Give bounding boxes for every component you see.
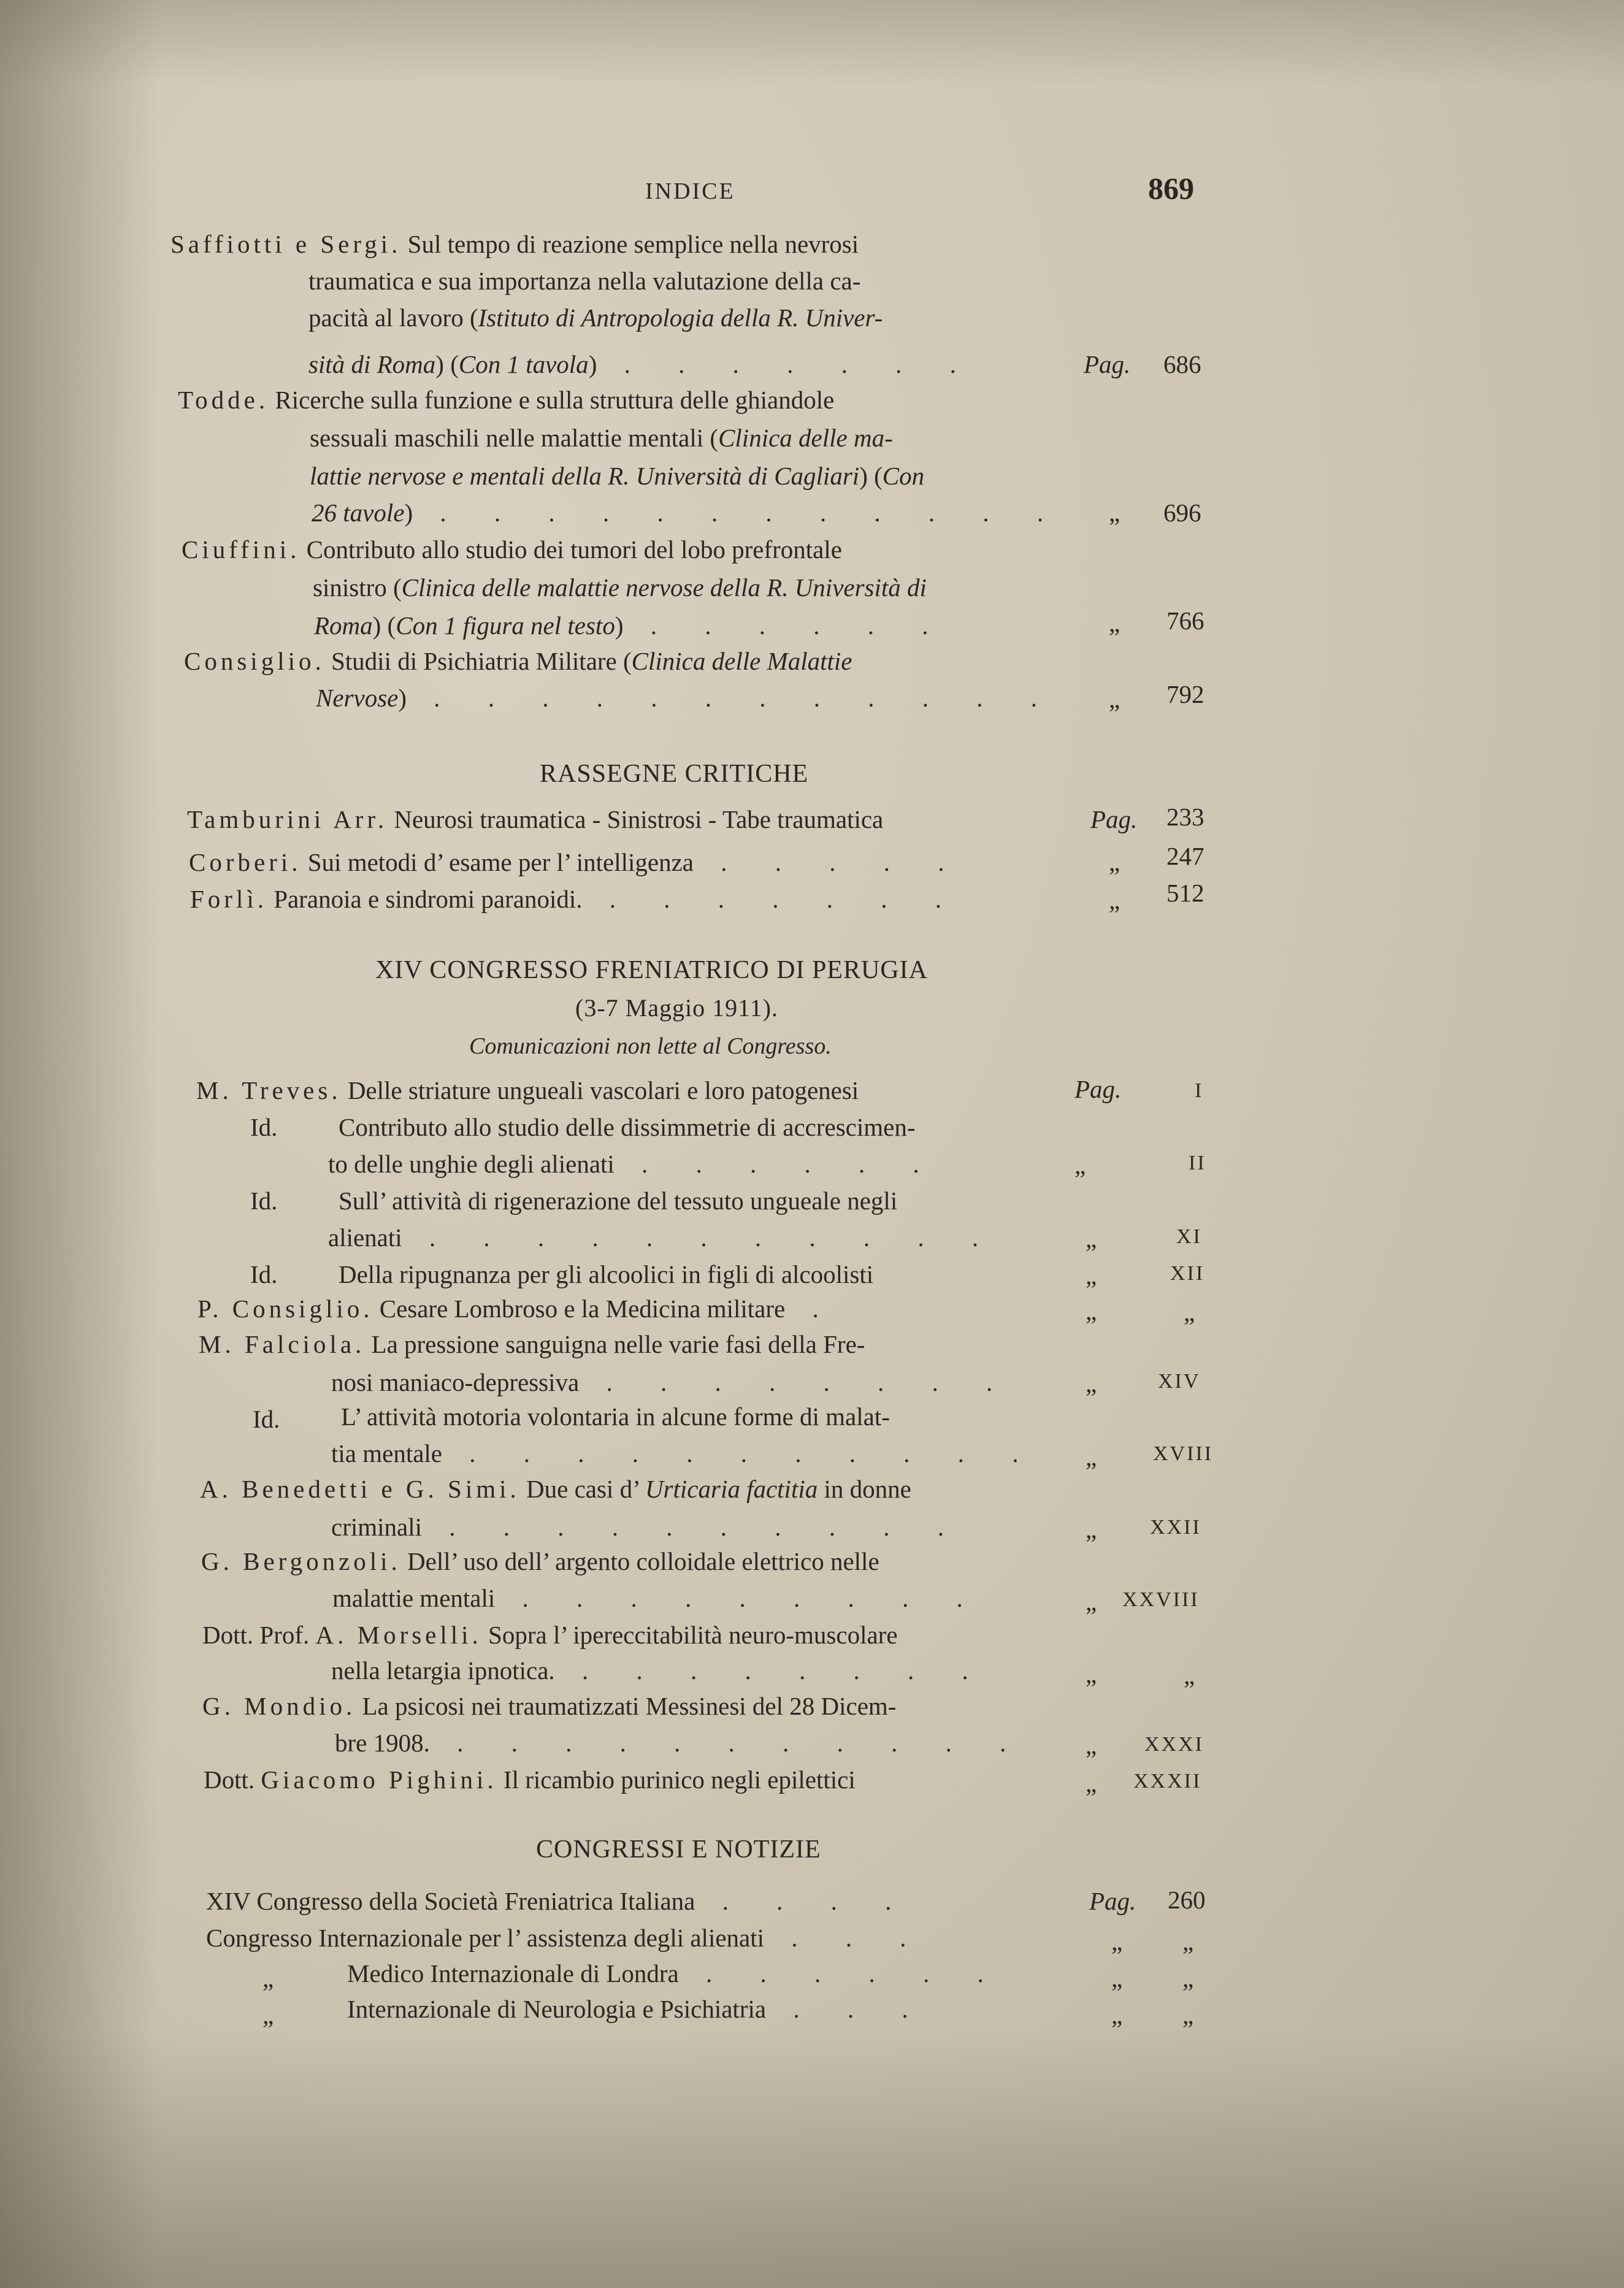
entry-note: Con 1 tavola — [458, 350, 589, 378]
page-ref-label: Pag. — [1084, 350, 1131, 378]
running-head: INDICE — [645, 178, 735, 204]
page-ref: XII — [1170, 1262, 1205, 1285]
entry-author: G. Bergonzoli. — [201, 1547, 401, 1575]
entry-text: sinistro ( — [313, 573, 402, 602]
entry-text: sessuali maschili nelle malattie mentali ( — [310, 424, 719, 452]
page-ref: „ — [1182, 2001, 1194, 2029]
leader-dots: . . . . — [695, 1887, 913, 1915]
entry-emphasis: Urticaria factitia — [645, 1475, 818, 1503]
entry-text: Paranoia e sindromi paranoidi. — [267, 885, 583, 913]
page-ref-label: „ — [1086, 1225, 1097, 1253]
entry-text: Sopra l’ ipereccitabilità neuro-muscolare — [481, 1621, 898, 1649]
entry-text: bre 1908. — [335, 1729, 430, 1757]
leader-dots: . . . — [766, 1995, 929, 2023]
section-title: XIV CONGRESSO FRENIATRICO DI PERUGIA — [375, 956, 928, 984]
ditto-mark: „ — [262, 2001, 274, 2029]
page-ref: II — [1189, 1152, 1206, 1174]
page-ref: „ — [1184, 1661, 1195, 1689]
entry-text: malattie mentali — [332, 1584, 496, 1612]
entry-text: ) ( — [859, 462, 883, 490]
page-ref-label: „ — [1086, 1443, 1097, 1471]
page-ref: 696 — [1163, 499, 1201, 527]
page-ref: 247 — [1166, 842, 1205, 870]
entry-author: Forlì. — [190, 885, 267, 913]
ditto-prefix: Id. — [250, 1260, 278, 1288]
entry-note: Con 1 figura nel testo — [396, 611, 615, 640]
page-ref-label: Pag. — [1090, 805, 1138, 833]
entry-text: Cesare Lombroso e la Medicina militare — [373, 1295, 786, 1323]
entry-text: criminali — [331, 1513, 423, 1541]
page-ref: „ — [1182, 1927, 1194, 1956]
page-ref-label: „ — [1086, 1515, 1097, 1544]
entry-title-prefix: Dott. Prof. — [202, 1621, 316, 1649]
leader-dots: . . . . . . . . . . . — [402, 1223, 1000, 1252]
entry-institution: lattie nervose e mentali della R. Università di Cagliari — [310, 462, 860, 490]
page-ref: XXXII — [1133, 1770, 1202, 1793]
entry-text: ) — [398, 684, 407, 712]
section-title: CONGRESSI E NOTIZIE — [536, 1835, 821, 1864]
page-ref: „ — [1184, 1298, 1195, 1326]
entry-author: Todde. — [178, 386, 269, 414]
page-ref: XXII — [1150, 1516, 1201, 1539]
leader-dots: . . . . . . . . . — [495, 1584, 984, 1612]
page-ref: 766 — [1166, 606, 1205, 635]
page-number: 869 — [1148, 171, 1194, 205]
entry-text: alienati — [328, 1223, 402, 1252]
entry-text: ) — [588, 350, 597, 378]
page-ref: „ — [1182, 1964, 1194, 1992]
section-subtitle: Comunicazioni non lette al Congresso. — [469, 1033, 832, 1059]
page-ref-label: „ — [1111, 2001, 1123, 2029]
entry-text: to delle unghie degli alienati — [328, 1150, 615, 1178]
leader-dots: . . . . . . . . . . . — [442, 1439, 1040, 1467]
entry-text: Dell’ uso dell’ argento colloidale elettrico nelle — [400, 1547, 879, 1575]
page-ref-label: „ — [1109, 609, 1120, 637]
entry-author: Tamburini Arr. — [187, 805, 388, 833]
entry-text: Sull’ attività di rigenerazione del tessuto ungueale negli — [339, 1187, 898, 1215]
entry-text: in donne — [818, 1475, 911, 1503]
page-ref-label: „ — [1111, 1927, 1123, 1956]
leader-dots: . . . . . . . . . . . — [429, 1729, 1027, 1757]
page-ref-label: „ — [1086, 1369, 1097, 1398]
leader-dots: . . . . . — [693, 848, 965, 876]
leader-dots: . — [785, 1295, 840, 1323]
ditto-prefix: Id. — [250, 1113, 278, 1141]
entry-text: Sui metodi d’ esame per l’ intelligenza — [301, 848, 694, 876]
page-ref: XXXI — [1144, 1733, 1204, 1756]
leader-dots: . . . . . . — [614, 1150, 940, 1178]
entry-text: XIV Congresso della Società Freniatrica Italiana — [206, 1887, 695, 1915]
page-ref-label: „ — [1109, 685, 1120, 713]
entry-text: traumatica e sua importanza nella valutazione della ca- — [308, 267, 861, 295]
entry-author: A. Benedetti e G. Simi. — [200, 1475, 520, 1503]
entry-text: Internazionale di Neurologia e Psichiatria — [347, 1995, 767, 2023]
entry-institution: Clinica delle ma- — [718, 424, 893, 452]
entry-text: pacità al lavoro ( — [308, 304, 478, 332]
page-ref-label: „ — [1111, 1964, 1123, 1992]
entry-author: Ciuffini. — [182, 535, 301, 564]
page-ref: 260 — [1168, 1886, 1206, 1914]
entry-text: Neurosi traumatica - Sinistrosi - Tabe traumatica — [388, 805, 884, 833]
page-ref: 512 — [1166, 879, 1205, 907]
entry-text: ) ( — [435, 350, 459, 378]
entry-author: Giacomo Pighini. — [261, 1766, 497, 1794]
entry-institution: Istituto di Antropologia della R. Univer- — [478, 304, 883, 332]
entry-text: Congresso Internazionale per l’ assistenza degli alienati — [206, 1924, 765, 1952]
entry-institution: sità di Roma — [308, 350, 436, 378]
page-ref-label: „ — [1086, 1660, 1097, 1688]
entry-author: P. Consiglio. — [197, 1295, 373, 1323]
entry-text: ) — [404, 499, 413, 527]
leader-dots: . . . . . . . . — [579, 1368, 1014, 1396]
page-ref-label: Pag. — [1074, 1075, 1122, 1103]
entry-institution: Clinica delle Malattie — [631, 647, 852, 675]
entry-text: Ricerche sulla funzione e sulla struttura delle ghiandole — [269, 386, 835, 414]
entry-text: Contributo allo studio dei tumori del lobo prefrontale — [300, 535, 842, 564]
ditto-prefix: Id. — [250, 1187, 278, 1215]
page-ref-label: „ — [1086, 1769, 1097, 1797]
entry-text: nosi maniaco-depressiva — [331, 1368, 580, 1396]
leader-dots: . . . . . . . — [597, 350, 977, 378]
entry-text: La psicosi nei traumatizzati Messinesi del 28 Dicem- — [356, 1692, 897, 1720]
entry-text: Delle striature ungueali vascolari e loro patogenesi — [341, 1076, 859, 1104]
entry-note: Con — [882, 462, 925, 490]
entry-institution: Nervose — [316, 684, 399, 712]
entry-title-prefix: Dott. — [204, 1766, 261, 1794]
page-ref-label: „ — [1086, 1297, 1097, 1325]
page-ref: XI — [1176, 1225, 1202, 1248]
entry-text: Il ricambio purinico negli epilettici — [497, 1766, 856, 1794]
page-ref: 686 — [1163, 350, 1201, 378]
ditto-prefix: Id. — [253, 1405, 280, 1433]
entry-author: Saffiotti e Sergi. — [170, 230, 402, 258]
entry-note: 26 tavole — [312, 499, 405, 527]
entry-text: Medico Internazionale di Londra — [347, 1959, 679, 1988]
page-ref: XIV — [1158, 1370, 1201, 1393]
page-ref-label: „ — [1086, 1731, 1097, 1759]
entry-text: Studii di Psichiatria Militare ( — [324, 647, 632, 675]
page-ref-label: „ — [1109, 848, 1120, 876]
entry-institution: Clinica delle malattie nervose della R. Università di — [401, 573, 927, 602]
page-ref-label: „ — [1109, 886, 1120, 914]
entry-author: M. Treves. — [196, 1076, 342, 1104]
entry-text: Due casi d’ — [519, 1475, 645, 1503]
page-ref: XVIII — [1153, 1442, 1214, 1465]
leader-dots: . . . . . . . . — [554, 1656, 989, 1685]
entry-author: A. Morselli. — [315, 1621, 482, 1649]
entry-author: Corberi. — [189, 848, 302, 876]
page-ref: 792 — [1166, 680, 1205, 708]
leader-dots: . . . . . . . . . . . . — [413, 499, 1065, 527]
entry-text: L’ attività motoria volontaria in alcune forme di malat- — [341, 1402, 890, 1431]
page-ref-label: Pag. — [1089, 1887, 1136, 1915]
ditto-mark: „ — [262, 1964, 274, 1992]
leader-dots: . . . . . . — [623, 611, 949, 640]
leader-dots: . . . . . . . . . . . . — [407, 684, 1059, 712]
leader-dots: . . . . . . . . . . — [422, 1513, 965, 1541]
page-ref: XXVIII — [1122, 1588, 1200, 1611]
entry-text: Sul tempo di reazione semplice nella nevrosi — [401, 230, 859, 258]
entry-text: Contributo allo studio delle dissimmetrie di accrescimen- — [339, 1113, 916, 1141]
entry-text: Della ripugnanza per gli alcoolici in figli di alcoolisti — [339, 1260, 874, 1288]
section-dates: (3-7 Maggio 1911). — [575, 994, 778, 1022]
leader-dots: . . . — [764, 1924, 927, 1952]
page-ref-label: „ — [1109, 499, 1120, 527]
page-ref-label: „ — [1086, 1261, 1097, 1290]
page-ref-label: „ — [1074, 1151, 1086, 1179]
leader-dots: . . . . . . — [678, 1959, 1005, 1988]
entry-author: G. Mondio. — [202, 1692, 356, 1720]
page-ref: I — [1195, 1079, 1204, 1102]
entry-author: M. Falciola. — [199, 1330, 366, 1358]
entry-text: ) ( — [372, 611, 396, 640]
entry-text: ) — [615, 611, 624, 640]
entry-author: Consiglio. — [184, 647, 325, 675]
leader-dots: . . . . . . . — [582, 885, 963, 913]
page-ref: 233 — [1166, 803, 1205, 831]
section-title: RASSEGNE CRITICHE — [540, 760, 809, 788]
entry-text: tia mentale — [331, 1439, 442, 1467]
entry-text: nella letargia ipnotica. — [331, 1656, 555, 1685]
page-ref-label: „ — [1086, 1588, 1097, 1616]
entry-text: La pressione sanguigna nelle varie fasi della Fre- — [365, 1330, 865, 1358]
entry-institution: Roma — [314, 611, 373, 640]
